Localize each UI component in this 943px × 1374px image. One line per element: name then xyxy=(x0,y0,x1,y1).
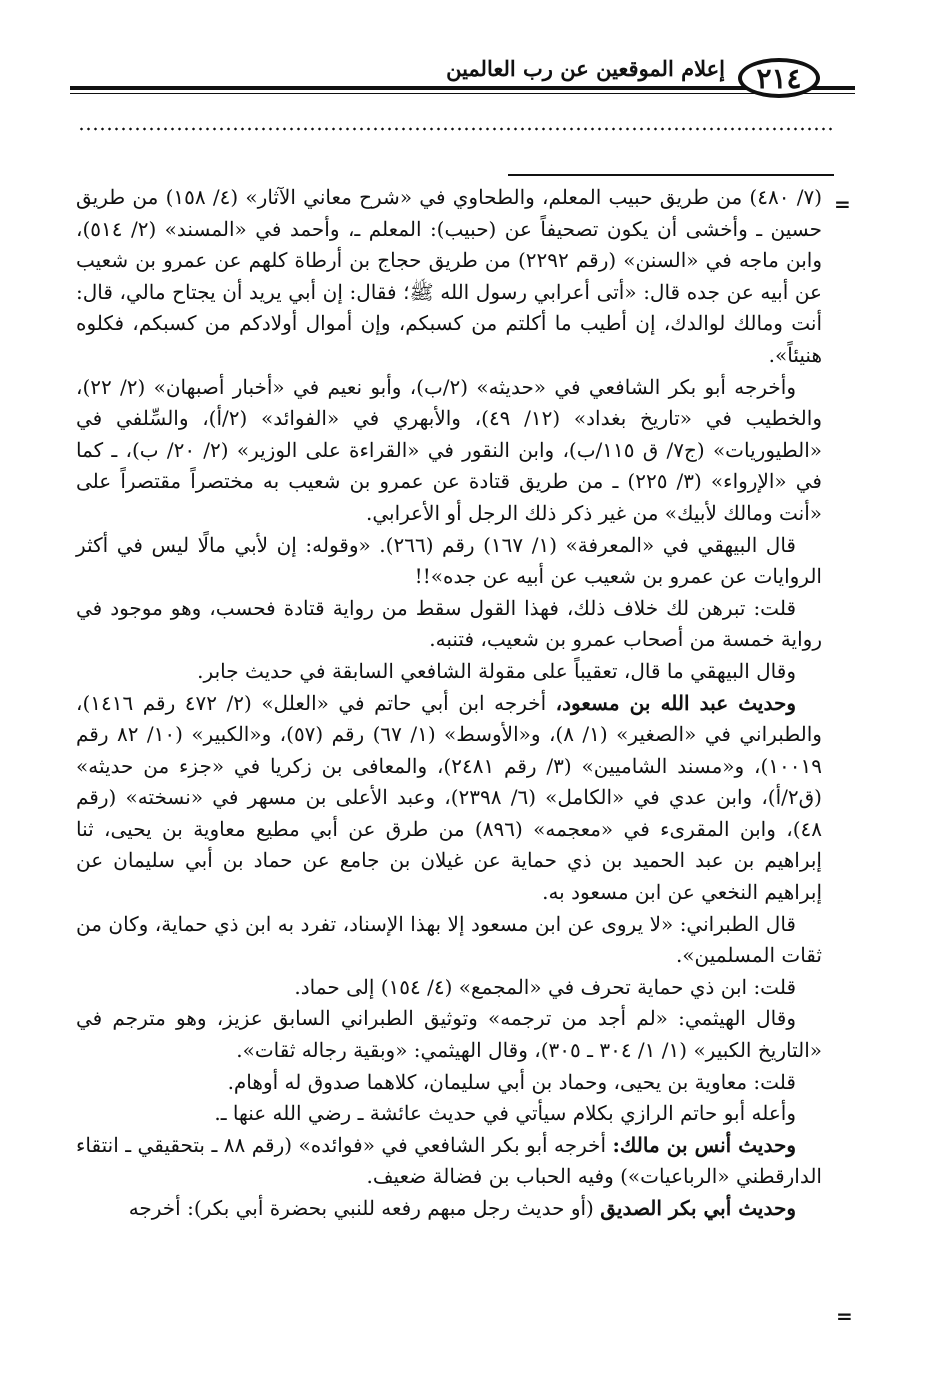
dotted-divider xyxy=(78,126,833,132)
paragraph-9: وقال الهيثمي: «لم أجد من ترجمه» وتوثيق الطبراني السابق عزيز، وهو مترجم في «التاريخ الكبير» (١/ ١/ ٣٠٤ ـ ٣٠٥)، وقال الهيثمي: «وبقية رجاله ثقات». xyxy=(76,1006,822,1063)
paragraph-11: وأعله أبو حاتم الرازي بكلام سيأتي في حديث عائشة ـ رضي الله عنها ـ. xyxy=(214,1101,796,1126)
paragraph-1: (٧/ ٤٨٠) من طريق حبيب المعلم، والطحاوي في «شرح معاني الآثار» (٤/ ١٥٨) من طريق حسين ـ وأخشى أن يكون تصحيفاً عن (حبيب): المعلم ـ، وأحمد في «المسند» (٢/ ٥١٤)، وابن ماجه في «السنن» (رقم ٢٢٩٢) من طريق حجاج بن أرطاة كلهم عن عمرو بن شعيب عن أبيه عن جده قال: «أتى أعرابي رسول الله ﷺ؛ فقال: إن أبي يريد أن يجتاح مالي، قال: أنت ومالك لوالدك، إن أطيب ما أكلتم من كسبكم، وإن أموال أولادكم من كسبكم، فكلوه هنيئاً». xyxy=(76,185,823,367)
footnote-rule xyxy=(508,174,834,176)
header-rule-thin xyxy=(70,93,855,94)
running-title xyxy=(70,56,725,81)
paragraph-6: وحديث عبد الله بن مسعود، أخرجه ابن أبي حاتم في «العلل» (٢/ ٤٧٢ رقم ١٤١٦)، والطبراني في «الصغير» (١/ ٨)، و«الأوسط» (١/ ٦٧) رقم (٥٧)، و«الكبير» (١٠/ ٨٢ رقم ١٠٠١٩)، و«مسند الشاميين» (٣/ رقم ٢٤٨١)، والمعافى بن زكريا في «جزء من حديثه» (ق٢/أ)، وابن عدي في «الكامل» (٦/ ٢٣٩٨)، وعبد الأعلى بن مسهر في «نسخته» (رقم ٤٨)، وابن المقرىء في «معجمه» (٨٩٦) من طرق عن أبي مطيع معاوية بن يحيى، ثنا إبراهيم بن عبد الحميد بن ذي حماية عن غيلان بن جامع عن حماد بن أبي سليمان عن إبراهيم النخعي عن ابن مسعود به. xyxy=(76,690,823,905)
paragraph-13: وحديث أبي بكر الصديق (أو حديث رجل مبهم رفعه للنبي بحضرة أبي بكر): أخرجه xyxy=(128,1196,796,1220)
paragraph-10: قلت: معاوية بن يحيى، وحماد بن أبي سليمان، كلاهما صدوق له أوهام. xyxy=(227,1069,796,1094)
continuation-mark-end: = xyxy=(836,1304,853,1328)
paragraph-12: وحديث أنس بن مالك: أخرجه أبو بكر الشافعي في «فوائده» (رقم ٨٨ ـ بتحقيقي ـ انتقاء الدارقطني «الرباعيات») وفيه الحباب بن فضالة ضعيف. xyxy=(76,1132,822,1189)
running-title-text: إعلام الموقعين عن رب العالمين xyxy=(446,56,725,81)
paragraph-5: وقال البيهقي ما قال، تعقيباً على مقولة الشافعي السابقة في حديث جابر. xyxy=(197,658,796,683)
footnote-body xyxy=(76,182,822,1225)
paragraph-3: قال البيهقي في «المعرفة» (١/ ١٦٧) رقم (٢٦٦). «وقوله: إن لأبي مالًا ليس في أكثر الروايات عن عمرو بن شعيب عن أبيه عن جده»!! xyxy=(76,532,822,589)
paragraph-2: وأخرجه أبو بكر الشافعي في «حديثه» (٢/ب)، وأبو نعيم في «أخبار أصبهان» (٢/ ٢٢)، والخطيب في «تاريخ بغداد» (١٢/ ٤٩)، والأبهري في «الفوائد» (٢/أ)، والسِّلفي في «الطيوريات» (ج٧/ ق ١١٥/ب)، وابن النقور في «القراءة على الوزير» (٢/ ٢٠/ ب)، ـ كما في «الإرواء» (٣/ ٢٢٥) ـ من طريق قتادة عن عمرو بن شعيب به مختصراً مقتصراً على «أنت ومالك لأبيك» من غير ذكر ذلك الرجل أو الأعرابي. xyxy=(76,374,822,525)
paragraph-8: قلت: ابن ذي حماية تحرف في «المجمع» (٤/ ١٥٤) إلى حماد. xyxy=(294,974,796,999)
paragraph-7: قال الطبراني: «لا يروى عن ابن مسعود إلا بهذا الإسناد، تفرد به ابن ذي حماية، وكان من ثقات المسلمين». xyxy=(76,911,822,968)
header-rule-thick xyxy=(70,86,855,90)
paragraph-4: قلت: تبرهن لك خلاف ذلك، فهذا القول سقط من رواية قتادة فحسب، وهو موجود في رواية خمسة من أصحاب عمرو بن شعيب، فتنبه. xyxy=(76,595,822,652)
continuation-mark-start: = xyxy=(834,192,851,216)
page-number: ٢١٤ xyxy=(738,58,820,98)
